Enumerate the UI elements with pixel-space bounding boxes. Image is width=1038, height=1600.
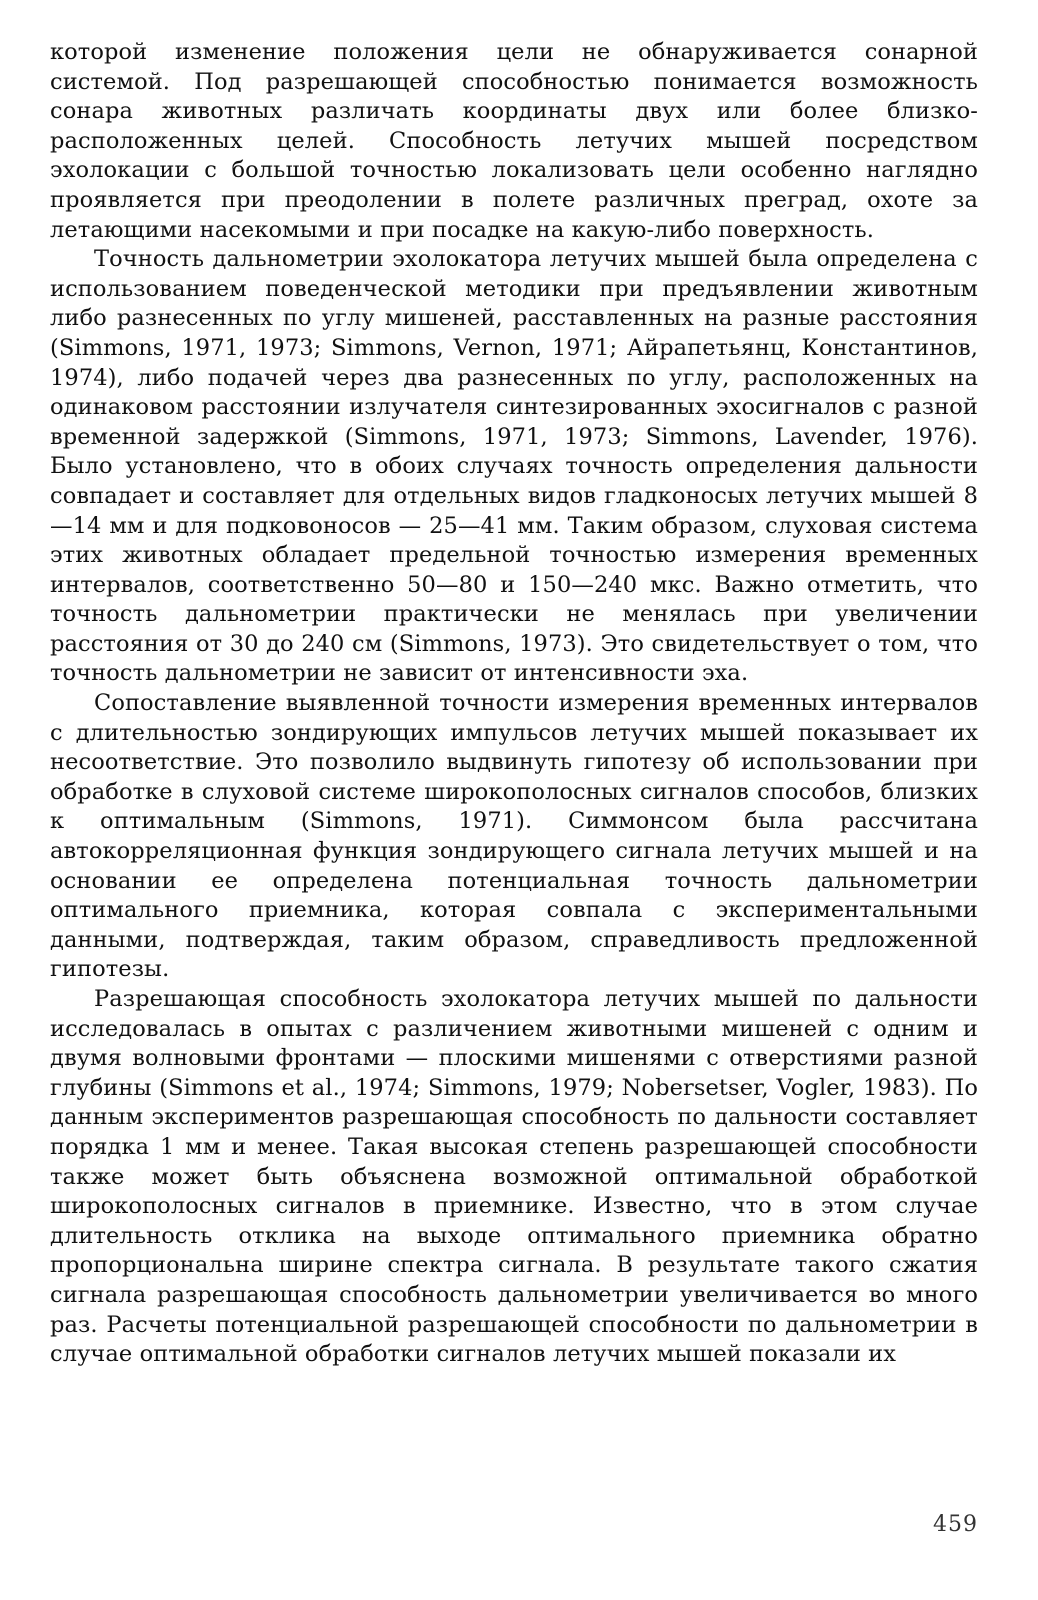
paragraph-resolution: Разрешающая способность эхолокатора летучих мышей по дальности исследовалась в опытах с различением животными мишеней с одним и двумя волновыми фронтами — плоскими мишенями с отверстиями разной глубины (Simmons et al., 1974; Simmons, 1979; Nobersetser, Vogler, 1983). По данным экспериментов разрешающая способность по дальности составляет порядка 1 мм и менее. Такая высокая степень разрешающей способности также может быть объяснена возможной оптимальной обработкой широкополосных сигналов в приемнике. Известно, что в этом случае длительность отклика на выходе оптимального приемника обратно пропорциональна ширине спектра сигнала. В результате такого сжатия сигнала разрешающая способность дальнометрии увеличивается во много раз. Расчеты потенциальной разрешающей способности по дальнометрии в случае оптимальной обработки сигналов летучих мышей показали их bbox=[50, 986, 978, 1368]
page-number: 459 bbox=[933, 1512, 978, 1537]
paragraph-continuation: которой изменение положения цели не обнаруживается сонарной системой. Под разрешающей способностью понимается возможность сонара животных различать координаты двух или более близко-расположенных целей. Способность летучих мышей посредством эхолокации с большой точностью локализовать цели особенно наглядно проявляется при преодолении в полете различных преград, охоте за летающими насекомыми и при посадке на какую-либо поверхность. bbox=[50, 39, 978, 243]
document-page bbox=[50, 38, 978, 1370]
paragraph-hypothesis: Сопоставление выявленной точности измерения временных интервалов с длительностью зондирующих импульсов летучих мышей показывает их несоответствие. Это позволило выдвинуть гипотезу об использовании при обработке в слуховой системе широкополосных сигналов способов, близких к оптимальным (Simmons, 1971). Симмонсом была рассчитана автокорреляционная функция зондирующего сигнала летучих мышей и на основании ее определена потенциальная точность дальнометрии оптимального приемника, которая совпала с экспериментальными данными, подтверждая, таким образом, справедливость предложенной гипотезы. bbox=[50, 690, 978, 983]
paragraph-range-accuracy: Точность дальнометрии эхолокатора летучих мышей была определена с использованием поведенческой методики при предъявлении животным либо разнесенных по углу мишеней, расставленных на разные расстояния (Simmons, 1971, 1973; Simmons, Vernon, 1971; Айрапетьянц, Константинов, 1974), либо подачей через два разнесенных по углу, расположенных на одинаковом расстоянии излучателя синтезированных эхосигналов с разной временной задержкой (Simmons, 1971, 1973; Simmons, Lavender, 1976). Было установлено, что в обоих случаях точность определения дальности совпадает и составляет для отдельных видов гладконосых летучих мышей 8—14 мм и для подковоносов — 25—41 мм. Таким образом, слуховая система этих животных обладает предельной точностью измерения временных интервалов, соответственно 50—80 и 150—240 мкс. Важно отметить, что точность дальнометрии практически не менялась при увеличении расстояния от 30 до 240 см (Simmons, 1973). Это свидетельствует о том, что точность дальнометрии не зависит от интенсивности эха. bbox=[50, 246, 978, 687]
